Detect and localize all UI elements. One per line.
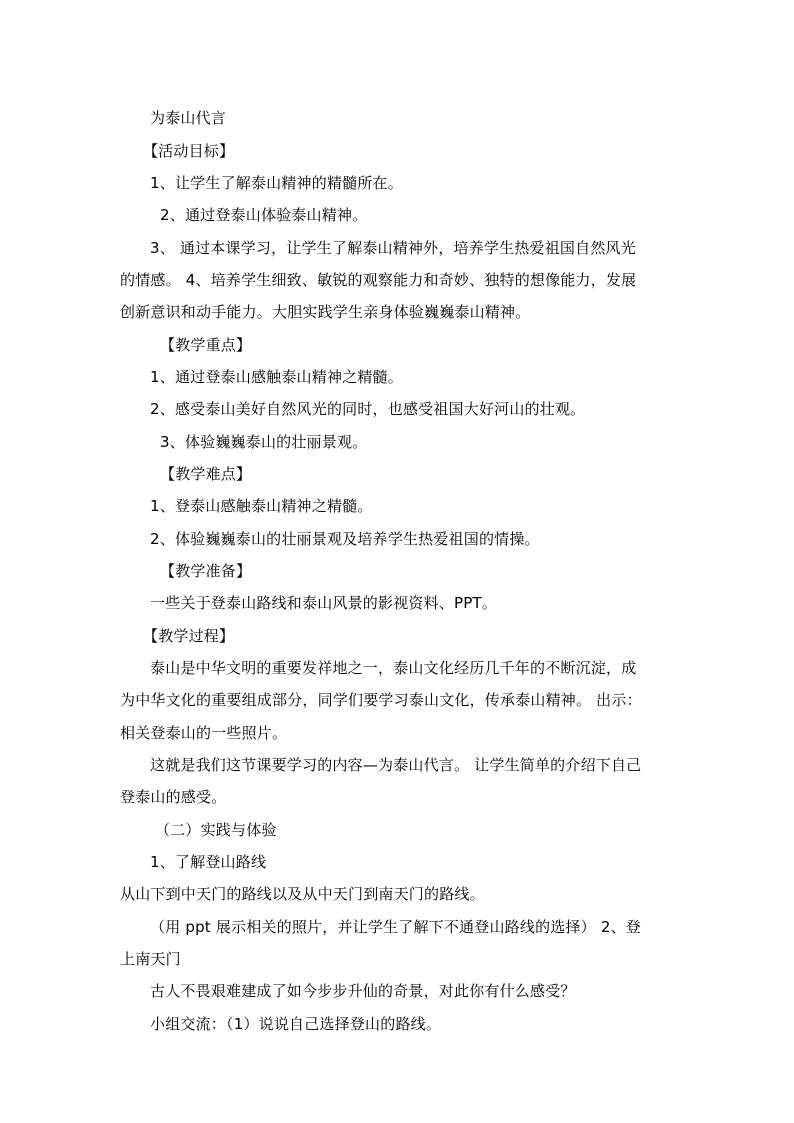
paragraph-line: 这就是我们这节课要学习的内容—为泰山代言。 让学生简单的介绍下自己: [150, 756, 642, 774]
paragraph-line: （用 ppt 展示相关的照片，并让学生了解下不通登山路线的选择） 2、登: [150, 918, 641, 936]
paragraph-line: 登泰山的感受。: [120, 788, 227, 806]
paragraph-line: 2、通过登泰山体验泰山精神。: [160, 206, 368, 224]
section-heading-difficulties: 【教学难点】: [160, 465, 252, 483]
section-heading-goals: 【活动目标】: [143, 142, 235, 160]
paragraph-line: 古人不畏艰难建成了如今步步升仙的奇景，对此你有什么感受？: [150, 982, 576, 1000]
paragraph-line: 2、感受泰山美好自然风光的同时，也感受祖国大好河山的壮观。: [150, 400, 586, 418]
paragraph-line: 相关登泰山的一些照片。: [120, 724, 288, 742]
doc-title: 为泰山代言: [150, 109, 227, 127]
section-heading-practice: （二）实践与体验: [155, 821, 277, 839]
paragraph-line: 从山下到中天门的路线以及从中天门到南天门的路线。: [120, 885, 485, 903]
paragraph-line: 3、 通过本课学习，让学生了解泰山精神外，培养学生热爱祖国自然风光: [150, 239, 636, 257]
paragraph-line: 1、登泰山感触泰山精神之精髓。: [150, 497, 373, 515]
section-heading-preparation: 【教学准备】: [160, 562, 252, 580]
paragraph-line: 上南天门: [120, 950, 181, 968]
paragraph-line: 泰山是中华文明的重要发祥地之一，泰山文化经历几千年的不断沉淀，成: [150, 659, 637, 677]
paragraph-line: 1、让学生了解泰山精神的精髓所在。: [150, 174, 403, 192]
section-heading-process: 【教学过程】: [143, 627, 235, 645]
paragraph-line: 一些关于登泰山路线和泰山风景的影视资料、PPT。: [150, 594, 498, 612]
paragraph-line: 创新意识和动手能力。大胆实践学生亲身体验巍巍泰山精神。: [120, 303, 531, 321]
paragraph-line: 2、体验巍巍泰山的壮丽景观及培养学生热爱祖国的情操。: [150, 530, 540, 548]
paragraph-line: 为中华文化的重要组成部分，同学们要学习泰山文化，传承泰山精神。 出示：: [120, 691, 642, 709]
section-heading-focus: 【教学重点】: [160, 336, 252, 354]
paragraph-line: 1、了解登山路线: [150, 853, 267, 871]
paragraph-line: 1、通过登泰山感触泰山精神之精髓。: [150, 368, 403, 386]
paragraph-line: 小组交流：（1）说说自己选择登山的路线。: [150, 1015, 442, 1033]
paragraph-line: 的情感。 4、培养学生细致、敏锐的观察能力和奇妙、独特的想像能力，发展: [120, 271, 637, 289]
paragraph-line: 3、体验巍巍泰山的壮丽景观。: [160, 433, 368, 451]
